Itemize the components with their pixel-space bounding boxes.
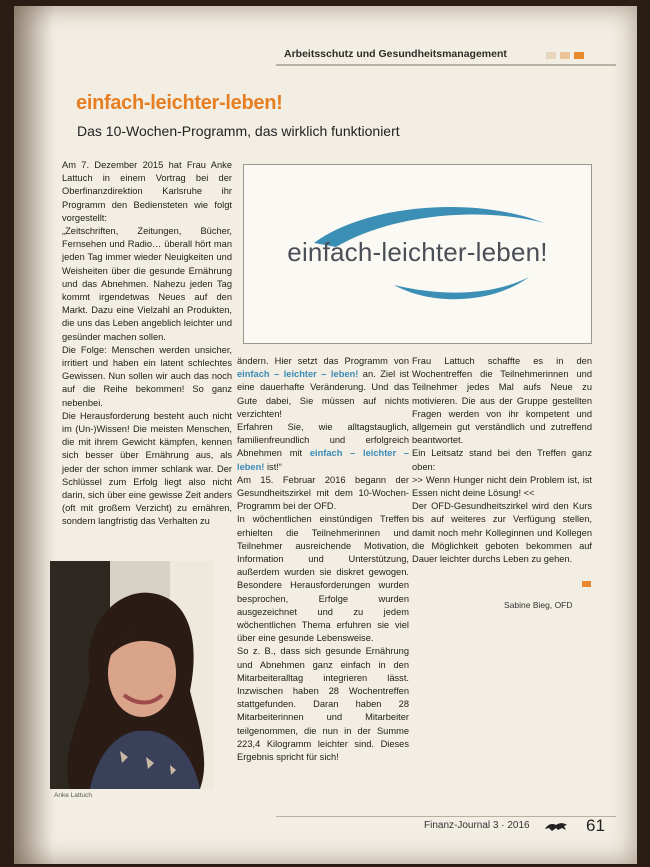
paragraph: Erfahren Sie, wie alltagstauglich, familienfreundlich und erfolgreich Abnehmen mit einfach – leichter – leben! ist!“	[237, 422, 409, 472]
photo-caption: Anke Lattuch	[54, 792, 92, 799]
paragraph: Am 15. Februar 2016 begann der Gesundheitszirkel mit dem 10-Wochen-Programm bei der OFD.	[237, 474, 409, 512]
page-number: 61	[586, 816, 605, 835]
portrait-illustration	[50, 561, 214, 789]
header-square	[574, 52, 584, 59]
paragraph: Die Folge: Menschen werden unsicher, irritiert und haben ein latent schlechtes Gewissen. Nun sollen wir auch das noch auf die Reihe bekommen! So ganz nebenbei.	[62, 344, 232, 408]
author-credit: Sabine Bieg, OFD	[504, 600, 573, 610]
article-title: einfach-leichter-leben!	[76, 92, 283, 114]
lion-emblem-icon	[544, 820, 568, 832]
paragraph: Ein Leitsatz stand bei den Treffen ganz oben:	[412, 448, 592, 472]
header-square	[560, 52, 570, 59]
magazine-page	[14, 6, 637, 864]
logo-text: einfach-leichter-leben!	[287, 237, 548, 267]
paragraph: „Zeitschriften, Zeitungen, Bücher, Fernsehen und Radio… überall hört man jeden Tag immer wieder Neuigkeiten und Weisheiten über die gesunde Ernährung und das Abnehmen. Nahezu jeden Tag kommt irgendetwas Neues auf den Markt. Dazu eine Vielzahl an Produkten, die uns das Leben angeblich leichter und gesünder machen sollen.	[62, 226, 232, 342]
journal-issue: Finanz-Journal 3 · 2016	[424, 820, 530, 831]
column-2	[237, 355, 409, 764]
page-shadow	[14, 6, 54, 864]
paragraph: Die Herausforderung besteht auch nicht im (Un-)Wissen! Die meisten Menschen, die mit ihrem Gewicht kämpfen, kennen sich besser über Ernährung aus, als jeder der schon immer schlank war. Der Schlüssel zum Erfolg liegt also nicht darin, sich über eine gewisse Zeit anders (oft mit großem Verzicht) zu ernähren, sondern langfristig das Verhalten zu	[62, 410, 232, 527]
leitsatz-quote: >> Wenn Hunger nicht dein Problem ist, ist Essen nicht deine Lösung! <<	[412, 474, 592, 499]
article-subtitle: Das 10-Wochen-Programm, das wirklich funktioniert	[77, 123, 400, 139]
column-1	[62, 159, 232, 529]
program-name: einfach – leichter – leben!	[237, 448, 409, 472]
paragraph: ändern. Hier setzt das Programm von einfach – leichter – leben! an. Ziel ist eine dauerhafte Veränderung. Und das Gute dabei, Sie müssen auf nichts verzichten!	[237, 356, 409, 419]
paragraph: Frau Lattuch schaffte es in den Wochentreffen die Teilnehmerinnen und Teilnehmer jedes Mal aufs Neue zu motivieren. Die aus der Gruppe gestellten Fragen werden von ihr kompetent und allgemein gut verständlich und zutreffend beantwortet.	[412, 356, 592, 446]
paragraph: In wöchentlichen einstündigen Treffen erhielten die Teilnehmerinnen und Teilnehmer ausreichende Motivation, Information und Unterstützung, außerdem wurden sie diskret gewogen. Besondere Herausforderungen wurden besprochen, Erfolge wurden ausgezeichnet und zu jedem wöchentlichen Thema erfuhren sie viel über eine gesunde Lebensweise.	[237, 514, 409, 644]
portrait-photo	[50, 561, 214, 789]
end-mark-square	[582, 581, 591, 587]
paragraph: Der OFD-Gesundheitszirkel wird den Kurs bis auf weiteres zur Verfügung stellen, damit noch mehr Kolleginnen und Kollegen die Möglichkeit geboten bekommen auf Dauer leichter durchs Leben zu gehen.	[412, 501, 592, 565]
paragraph: So z. B., dass sich gesunde Ernährung und Abnehmen ganz einfach in den Mitarbeiteralltag integrieren lässt. Inzwischen haben 28 Wochentreffen stattgefunden. Daran haben 28 Mitarbeiterinnen und Mitarbeiter teilgenommen, die nun in der Summe 223,4 Kilogramm leichter sind. Dieses Ergebnis spricht für sich!	[237, 646, 409, 763]
paragraph: Am 7. Dezember 2015 hat Frau Anke Lattuch in einem Vortrag bei der Oberfinanzdirektion Karlsruhe ihr Programm den Bediensteten wie folgt vorgestellt:	[62, 160, 232, 223]
header-square	[546, 52, 556, 59]
column-3	[412, 355, 592, 566]
program-name: einfach – leichter – leben!	[237, 369, 359, 380]
section-header: Arbeitsschutz und Gesundheitsmanagement	[284, 48, 507, 60]
footer-rule	[276, 816, 616, 817]
program-logo	[243, 164, 592, 344]
header-rule	[276, 64, 616, 66]
